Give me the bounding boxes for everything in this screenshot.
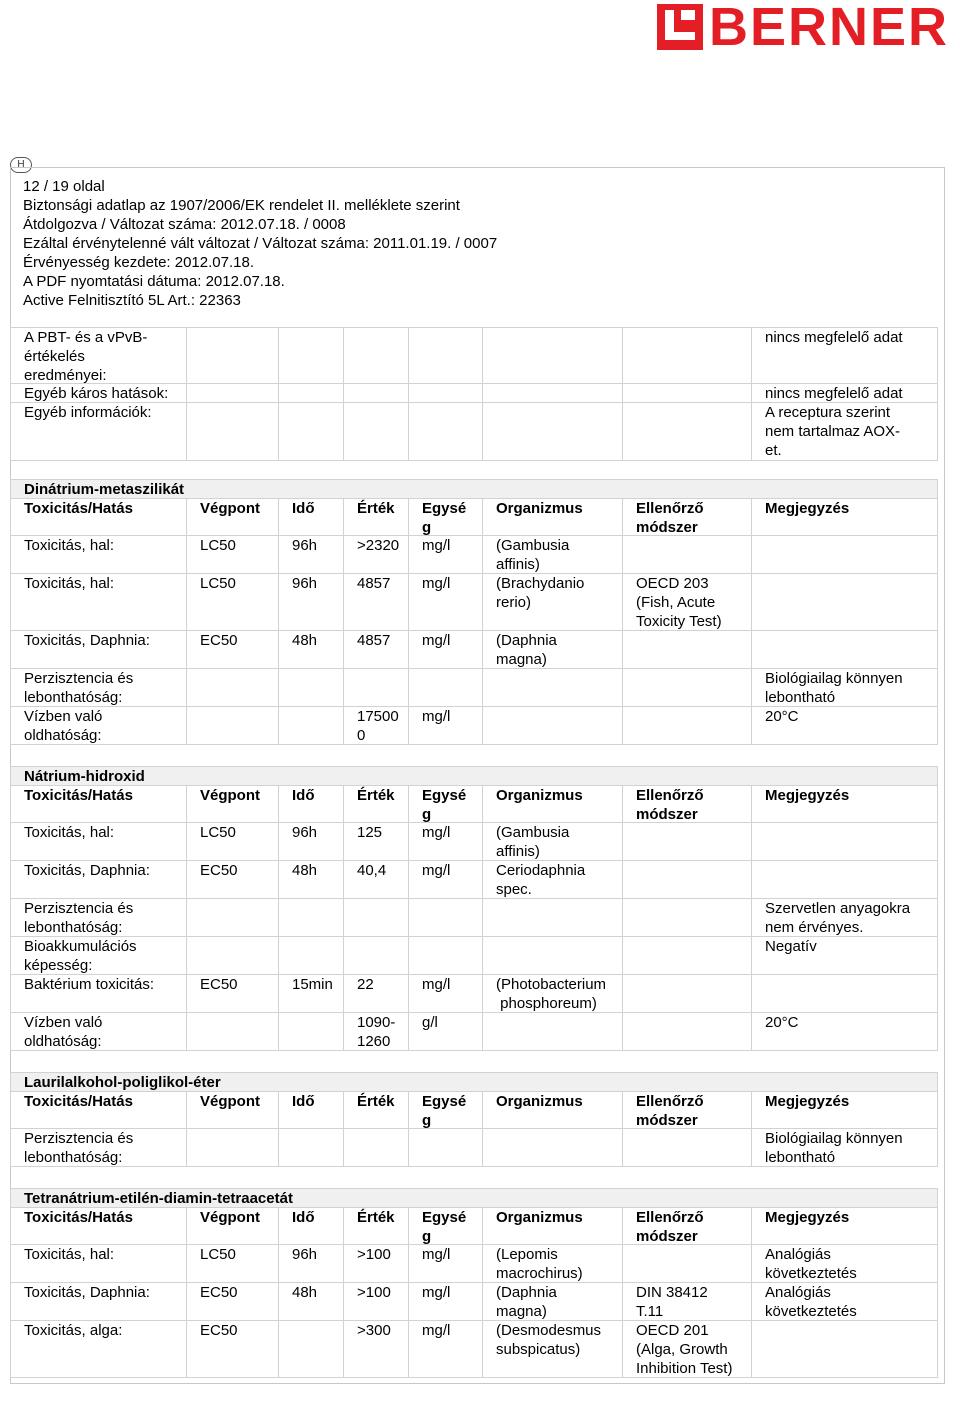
sodium-hydroxide-row-3-value bbox=[344, 937, 409, 975]
pbt-row-label: A PBT- és a vPvB- értékelés eredményei: bbox=[10, 327, 187, 384]
sodium-hydroxide-header-unit: Egység bbox=[409, 785, 483, 823]
other-info-row-cell bbox=[623, 403, 752, 461]
sodium-hydroxide-row-3-effect: Bioakkumulációs képesség: bbox=[10, 937, 187, 975]
disodium-metasilicate-header-duration: Idő bbox=[279, 498, 344, 536]
sodium-hydroxide-header-method: Ellenőrző módszer bbox=[623, 785, 752, 823]
disodium-metasilicate-row-3-method bbox=[623, 669, 752, 707]
sodium-hydroxide-row-2-remark: Szervetlen anyagokra nem érvényes. bbox=[752, 899, 938, 937]
pbt-row-note: nincs megfelelő adat bbox=[752, 327, 938, 384]
disodium-metasilicate-row-4-effect: Vízben való oldhatóság: bbox=[10, 707, 187, 745]
lauryl-alcohol-polyglycol-ether-row-0-unit bbox=[409, 1129, 483, 1167]
sodium-hydroxide-row-0-effect: Toxicitás, hal: bbox=[10, 823, 187, 861]
disodium-metasilicate-row-2-method bbox=[623, 631, 752, 669]
tetrasodium-edta-row-2-remark bbox=[752, 1321, 938, 1378]
sodium-hydroxide-row-2-method bbox=[623, 899, 752, 937]
superseded-line: Ezáltal érvénytelenné vált változat / Változat száma: 2011.01.19. / 0007 bbox=[23, 235, 498, 252]
tetrasodium-edta-row-1-organism: (Daphnia magna) bbox=[483, 1283, 623, 1321]
sodium-hydroxide-row-4-remark bbox=[752, 975, 938, 1013]
other-effects-row-cell bbox=[409, 384, 483, 403]
sodium-hydroxide-row-1-value: 40,4 bbox=[344, 861, 409, 899]
sodium-hydroxide-row-3-organism bbox=[483, 937, 623, 975]
disodium-metasilicate-row-3-unit bbox=[409, 669, 483, 707]
sodium-hydroxide-row-4-value: 22 bbox=[344, 975, 409, 1013]
lauryl-alcohol-polyglycol-ether-header-unit: Egység bbox=[409, 1091, 483, 1129]
disodium-metasilicate-row-2-effect: Toxicitás, Daphnia: bbox=[10, 631, 187, 669]
lauryl-alcohol-polyglycol-ether-header-method: Ellenőrző módszer bbox=[623, 1091, 752, 1129]
other-effects-row-cell bbox=[187, 384, 279, 403]
sodium-hydroxide-row-0-value: 125 bbox=[344, 823, 409, 861]
sodium-hydroxide-header-duration: Idő bbox=[279, 785, 344, 823]
tetrasodium-edta-header-duration: Idő bbox=[279, 1207, 344, 1245]
disodium-metasilicate-row-2-unit: mg/l bbox=[409, 631, 483, 669]
tetrasodium-edta-row-2-unit: mg/l bbox=[409, 1321, 483, 1378]
disodium-metasilicate-row-4-duration bbox=[279, 707, 344, 745]
document-header bbox=[23, 177, 497, 310]
sodium-hydroxide-row-5-organism bbox=[483, 1013, 623, 1051]
sodium-hydroxide-row-1-endpoint: EC50 bbox=[187, 861, 279, 899]
other-effects-row-label: Egyéb káros hatások: bbox=[10, 384, 187, 403]
berner-logo bbox=[657, 0, 957, 57]
sodium-hydroxide-row-4-organism: (Photobacterium phosphoreum) bbox=[483, 975, 623, 1013]
tetrasodium-edta-title: Tetranátrium-etilén-diamin-tetraacetát bbox=[10, 1188, 938, 1207]
tetrasodium-edta-header-organism: Organizmus bbox=[483, 1207, 623, 1245]
tetrasodium-edta-row-0-effect: Toxicitás, hal: bbox=[10, 1245, 187, 1283]
tetrasodium-edta-header-method: Ellenőrző módszer bbox=[623, 1207, 752, 1245]
tetrasodium-edta-row-0-endpoint: LC50 bbox=[187, 1245, 279, 1283]
disodium-metasilicate-row-0-endpoint: LC50 bbox=[187, 536, 279, 574]
sodium-hydroxide-row-2-value bbox=[344, 899, 409, 937]
disodium-metasilicate-header-effect: Toxicitás/Hatás bbox=[10, 498, 187, 536]
lauryl-alcohol-polyglycol-ether-header-endpoint: Végpont bbox=[187, 1091, 279, 1129]
disodium-metasilicate-row-0-unit: mg/l bbox=[409, 536, 483, 574]
pbt-row-cell bbox=[187, 327, 279, 384]
disodium-metasilicate-row-1-remark bbox=[752, 574, 938, 631]
sodium-hydroxide-row-1-method bbox=[623, 861, 752, 899]
disodium-metasilicate-row-1-endpoint: LC50 bbox=[187, 574, 279, 631]
tetrasodium-edta-row-2-organism: (Desmodesmus subspicatus) bbox=[483, 1321, 623, 1378]
disodium-metasilicate-row-0-value: >2320 bbox=[344, 536, 409, 574]
berner-logo-mark-icon bbox=[657, 4, 703, 50]
tetrasodium-edta-row-2-endpoint: EC50 bbox=[187, 1321, 279, 1378]
sodium-hydroxide-row-1-effect: Toxicitás, Daphnia: bbox=[10, 861, 187, 899]
lauryl-alcohol-polyglycol-ether-header-value: Érték bbox=[344, 1091, 409, 1129]
sodium-hydroxide-header-organism: Organizmus bbox=[483, 785, 623, 823]
other-effects-row-cell bbox=[483, 384, 623, 403]
sodium-hydroxide-row-0-remark bbox=[752, 823, 938, 861]
disodium-metasilicate-row-4-unit: mg/l bbox=[409, 707, 483, 745]
lauryl-alcohol-polyglycol-ether-row-0-value bbox=[344, 1129, 409, 1167]
disodium-metasilicate-row-1-duration: 96h bbox=[279, 574, 344, 631]
sodium-hydroxide-row-5-effect: Vízben való oldhatóság: bbox=[10, 1013, 187, 1051]
tetrasodium-edta-row-1-endpoint: EC50 bbox=[187, 1283, 279, 1321]
tetrasodium-edta-row-2-method: OECD 201 (Alga, Growth Inhibition Test) bbox=[623, 1321, 752, 1378]
disodium-metasilicate-row-4-endpoint bbox=[187, 707, 279, 745]
disodium-metasilicate-row-2-endpoint: EC50 bbox=[187, 631, 279, 669]
disodium-metasilicate-row-3-remark: Biológiailag könnyen lebontható bbox=[752, 669, 938, 707]
other-effects-row-cell bbox=[279, 384, 344, 403]
sodium-hydroxide-header-remark: Megjegyzés bbox=[752, 785, 938, 823]
tetrasodium-edta-header-unit: Egység bbox=[409, 1207, 483, 1245]
other-effects-row-cell bbox=[344, 384, 409, 403]
tetrasodium-edta-row-1-remark: Analógiás következtetés bbox=[752, 1283, 938, 1321]
lauryl-alcohol-polyglycol-ether-header-duration: Idő bbox=[279, 1091, 344, 1129]
tetrasodium-edta-row-1-method: DIN 38412 T.11 bbox=[623, 1283, 752, 1321]
sodium-hydroxide-row-4-unit: mg/l bbox=[409, 975, 483, 1013]
language-badge: H bbox=[10, 157, 32, 173]
disodium-metasilicate-row-3-effect: Perzisztencia és lebonthatóság: bbox=[10, 669, 187, 707]
disodium-metasilicate-row-2-organism: (Daphnia magna) bbox=[483, 631, 623, 669]
sodium-hydroxide-row-4-effect: Baktérium toxicitás: bbox=[10, 975, 187, 1013]
lauryl-alcohol-polyglycol-ether-row-0-duration bbox=[279, 1129, 344, 1167]
sodium-hydroxide-row-0-method bbox=[623, 823, 752, 861]
sodium-hydroxide-row-4-endpoint: EC50 bbox=[187, 975, 279, 1013]
sodium-hydroxide-row-1-unit: mg/l bbox=[409, 861, 483, 899]
sodium-hydroxide-header-value: Érték bbox=[344, 785, 409, 823]
sodium-hydroxide-row-5-unit: g/l bbox=[409, 1013, 483, 1051]
sodium-hydroxide-row-1-remark bbox=[752, 861, 938, 899]
sodium-hydroxide-header-endpoint: Végpont bbox=[187, 785, 279, 823]
sodium-hydroxide-row-4-method bbox=[623, 975, 752, 1013]
disodium-metasilicate-row-1-value: 4857 bbox=[344, 574, 409, 631]
product-line: Active Felnitisztító 5L Art.: 22363 bbox=[23, 292, 241, 309]
disodium-metasilicate-header-method: Ellenőrző módszer bbox=[623, 498, 752, 536]
sodium-hydroxide-row-3-method bbox=[623, 937, 752, 975]
disodium-metasilicate-header-value: Érték bbox=[344, 498, 409, 536]
lauryl-alcohol-polyglycol-ether-row-0-organism bbox=[483, 1129, 623, 1167]
disodium-metasilicate-row-4-method bbox=[623, 707, 752, 745]
disodium-metasilicate-header-unit: Egység bbox=[409, 498, 483, 536]
sodium-hydroxide-row-2-duration bbox=[279, 899, 344, 937]
disodium-metasilicate-row-0-duration: 96h bbox=[279, 536, 344, 574]
sodium-hydroxide-row-2-effect: Perzisztencia és lebonthatóság: bbox=[10, 899, 187, 937]
disodium-metasilicate-row-3-duration bbox=[279, 669, 344, 707]
tetrasodium-edta-row-0-unit: mg/l bbox=[409, 1245, 483, 1283]
disodium-metasilicate-row-1-unit: mg/l bbox=[409, 574, 483, 631]
pbt-row-cell bbox=[409, 327, 483, 384]
disodium-metasilicate-row-3-endpoint bbox=[187, 669, 279, 707]
tetrasodium-edta-row-0-value: >100 bbox=[344, 1245, 409, 1283]
sodium-hydroxide-row-3-unit bbox=[409, 937, 483, 975]
tetrasodium-edta-header-value: Érték bbox=[344, 1207, 409, 1245]
disodium-metasilicate-row-4-organism bbox=[483, 707, 623, 745]
disodium-metasilicate-row-0-method bbox=[623, 536, 752, 574]
tetrasodium-edta-row-1-unit: mg/l bbox=[409, 1283, 483, 1321]
revision-line: Átdolgozva / Változat száma: 2012.07.18. / 0008 bbox=[23, 216, 346, 233]
disodium-metasilicate-row-1-organism: (Brachydanio rerio) bbox=[483, 574, 623, 631]
disodium-metasilicate-title: Dinátrium-metaszilikát bbox=[10, 479, 938, 498]
sodium-hydroxide-row-0-organism: (Gambusia affinis) bbox=[483, 823, 623, 861]
tetrasodium-edta-row-1-effect: Toxicitás, Daphnia: bbox=[10, 1283, 187, 1321]
sodium-hydroxide-row-1-organism: Ceriodaphnia spec. bbox=[483, 861, 623, 899]
logo-text: BERNER bbox=[709, 0, 950, 57]
sodium-hydroxide-row-5-endpoint bbox=[187, 1013, 279, 1051]
other-info-row-cell bbox=[483, 403, 623, 461]
sodium-hydroxide-row-5-duration bbox=[279, 1013, 344, 1051]
disodium-metasilicate-row-2-value: 4857 bbox=[344, 631, 409, 669]
other-effects-row-note: nincs megfelelő adat bbox=[752, 384, 938, 403]
sodium-hydroxide-row-3-duration bbox=[279, 937, 344, 975]
lauryl-alcohol-polyglycol-ether-header-remark: Megjegyzés bbox=[752, 1091, 938, 1129]
sodium-hydroxide-row-2-unit bbox=[409, 899, 483, 937]
sodium-hydroxide-row-2-endpoint bbox=[187, 899, 279, 937]
pbt-row-cell bbox=[279, 327, 344, 384]
lauryl-alcohol-polyglycol-ether-row-0-remark: Biológiailag könnyen lebontható bbox=[752, 1129, 938, 1167]
sodium-hydroxide-row-3-endpoint bbox=[187, 937, 279, 975]
lauryl-alcohol-polyglycol-ether-title: Laurilalkohol-poliglikol-éter bbox=[10, 1072, 938, 1091]
tetrasodium-edta-header-remark: Megjegyzés bbox=[752, 1207, 938, 1245]
disodium-metasilicate-row-1-effect: Toxicitás, hal: bbox=[10, 574, 187, 631]
sodium-hydroxide-row-5-remark: 20°C bbox=[752, 1013, 938, 1051]
sodium-hydroxide-title: Nátrium-hidroxid bbox=[10, 766, 938, 785]
sodium-hydroxide-row-4-duration: 15min bbox=[279, 975, 344, 1013]
disodium-metasilicate-header-endpoint: Végpont bbox=[187, 498, 279, 536]
sodium-hydroxide-row-3-remark: Negatív bbox=[752, 937, 938, 975]
tetrasodium-edta-row-0-method bbox=[623, 1245, 752, 1283]
regulation-line: Biztonsági adatlap az 1907/2006/EK rendelet II. melléklete szerint bbox=[23, 197, 460, 214]
tetrasodium-edta-row-2-value: >300 bbox=[344, 1321, 409, 1378]
sodium-hydroxide-row-5-method bbox=[623, 1013, 752, 1051]
sodium-hydroxide-row-0-unit: mg/l bbox=[409, 823, 483, 861]
disodium-metasilicate-row-3-value bbox=[344, 669, 409, 707]
disodium-metasilicate-header-organism: Organizmus bbox=[483, 498, 623, 536]
tetrasodium-edta-row-2-effect: Toxicitás, alga: bbox=[10, 1321, 187, 1378]
disodium-metasilicate-row-2-remark bbox=[752, 631, 938, 669]
other-effects-row-cell bbox=[623, 384, 752, 403]
sodium-hydroxide-row-5-value: 1090- 1260 bbox=[344, 1013, 409, 1051]
tetrasodium-edta-header-endpoint: Végpont bbox=[187, 1207, 279, 1245]
tetrasodium-edta-row-0-duration: 96h bbox=[279, 1245, 344, 1283]
disodium-metasilicate-row-4-value: 17500 0 bbox=[344, 707, 409, 745]
lauryl-alcohol-polyglycol-ether-row-0-method bbox=[623, 1129, 752, 1167]
print-date-line: A PDF nyomtatási dátuma: 2012.07.18. bbox=[23, 273, 285, 290]
other-info-row-cell bbox=[409, 403, 483, 461]
disodium-metasilicate-row-0-effect: Toxicitás, hal: bbox=[10, 536, 187, 574]
tetrasodium-edta-row-0-organism: (Lepomis macrochirus) bbox=[483, 1245, 623, 1283]
tetrasodium-edta-row-2-duration bbox=[279, 1321, 344, 1378]
tetrasodium-edta-row-1-duration: 48h bbox=[279, 1283, 344, 1321]
other-info-row-note: A receptura szerint nem tartalmaz AOX- et. bbox=[752, 403, 938, 461]
sodium-hydroxide-row-1-duration: 48h bbox=[279, 861, 344, 899]
disodium-metasilicate-row-1-method: OECD 203 (Fish, Acute Toxicity Test) bbox=[623, 574, 752, 631]
disodium-metasilicate-row-3-organism bbox=[483, 669, 623, 707]
sodium-hydroxide-row-0-endpoint: LC50 bbox=[187, 823, 279, 861]
lauryl-alcohol-polyglycol-ether-header-effect: Toxicitás/Hatás bbox=[10, 1091, 187, 1129]
tetrasodium-edta-row-1-value: >100 bbox=[344, 1283, 409, 1321]
lauryl-alcohol-polyglycol-ether-header-organism: Organizmus bbox=[483, 1091, 623, 1129]
disodium-metasilicate-row-0-organism: (Gambusia affinis) bbox=[483, 536, 623, 574]
page-number: 12 / 19 oldal bbox=[23, 178, 105, 195]
lauryl-alcohol-polyglycol-ether-row-0-endpoint bbox=[187, 1129, 279, 1167]
lauryl-alcohol-polyglycol-ether-row-0-effect: Perzisztencia és lebonthatóság: bbox=[10, 1129, 187, 1167]
sodium-hydroxide-header-effect: Toxicitás/Hatás bbox=[10, 785, 187, 823]
sodium-hydroxide-row-2-organism bbox=[483, 899, 623, 937]
disodium-metasilicate-row-4-remark: 20°C bbox=[752, 707, 938, 745]
tetrasodium-edta-row-0-remark: Analógiás következtetés bbox=[752, 1245, 938, 1283]
disodium-metasilicate-header-remark: Megjegyzés bbox=[752, 498, 938, 536]
sodium-hydroxide-row-0-duration: 96h bbox=[279, 823, 344, 861]
disodium-metasilicate-row-0-remark bbox=[752, 536, 938, 574]
other-info-row-cell bbox=[187, 403, 279, 461]
tetrasodium-edta-header-effect: Toxicitás/Hatás bbox=[10, 1207, 187, 1245]
pbt-row-cell bbox=[344, 327, 409, 384]
other-info-row-cell bbox=[279, 403, 344, 461]
other-info-row-cell bbox=[344, 403, 409, 461]
pbt-row-cell bbox=[623, 327, 752, 384]
other-info-row-label: Egyéb információk: bbox=[10, 403, 187, 461]
validity-line: Érvényesség kezdete: 2012.07.18. bbox=[23, 254, 254, 271]
disodium-metasilicate-row-2-duration: 48h bbox=[279, 631, 344, 669]
pbt-row-cell bbox=[483, 327, 623, 384]
